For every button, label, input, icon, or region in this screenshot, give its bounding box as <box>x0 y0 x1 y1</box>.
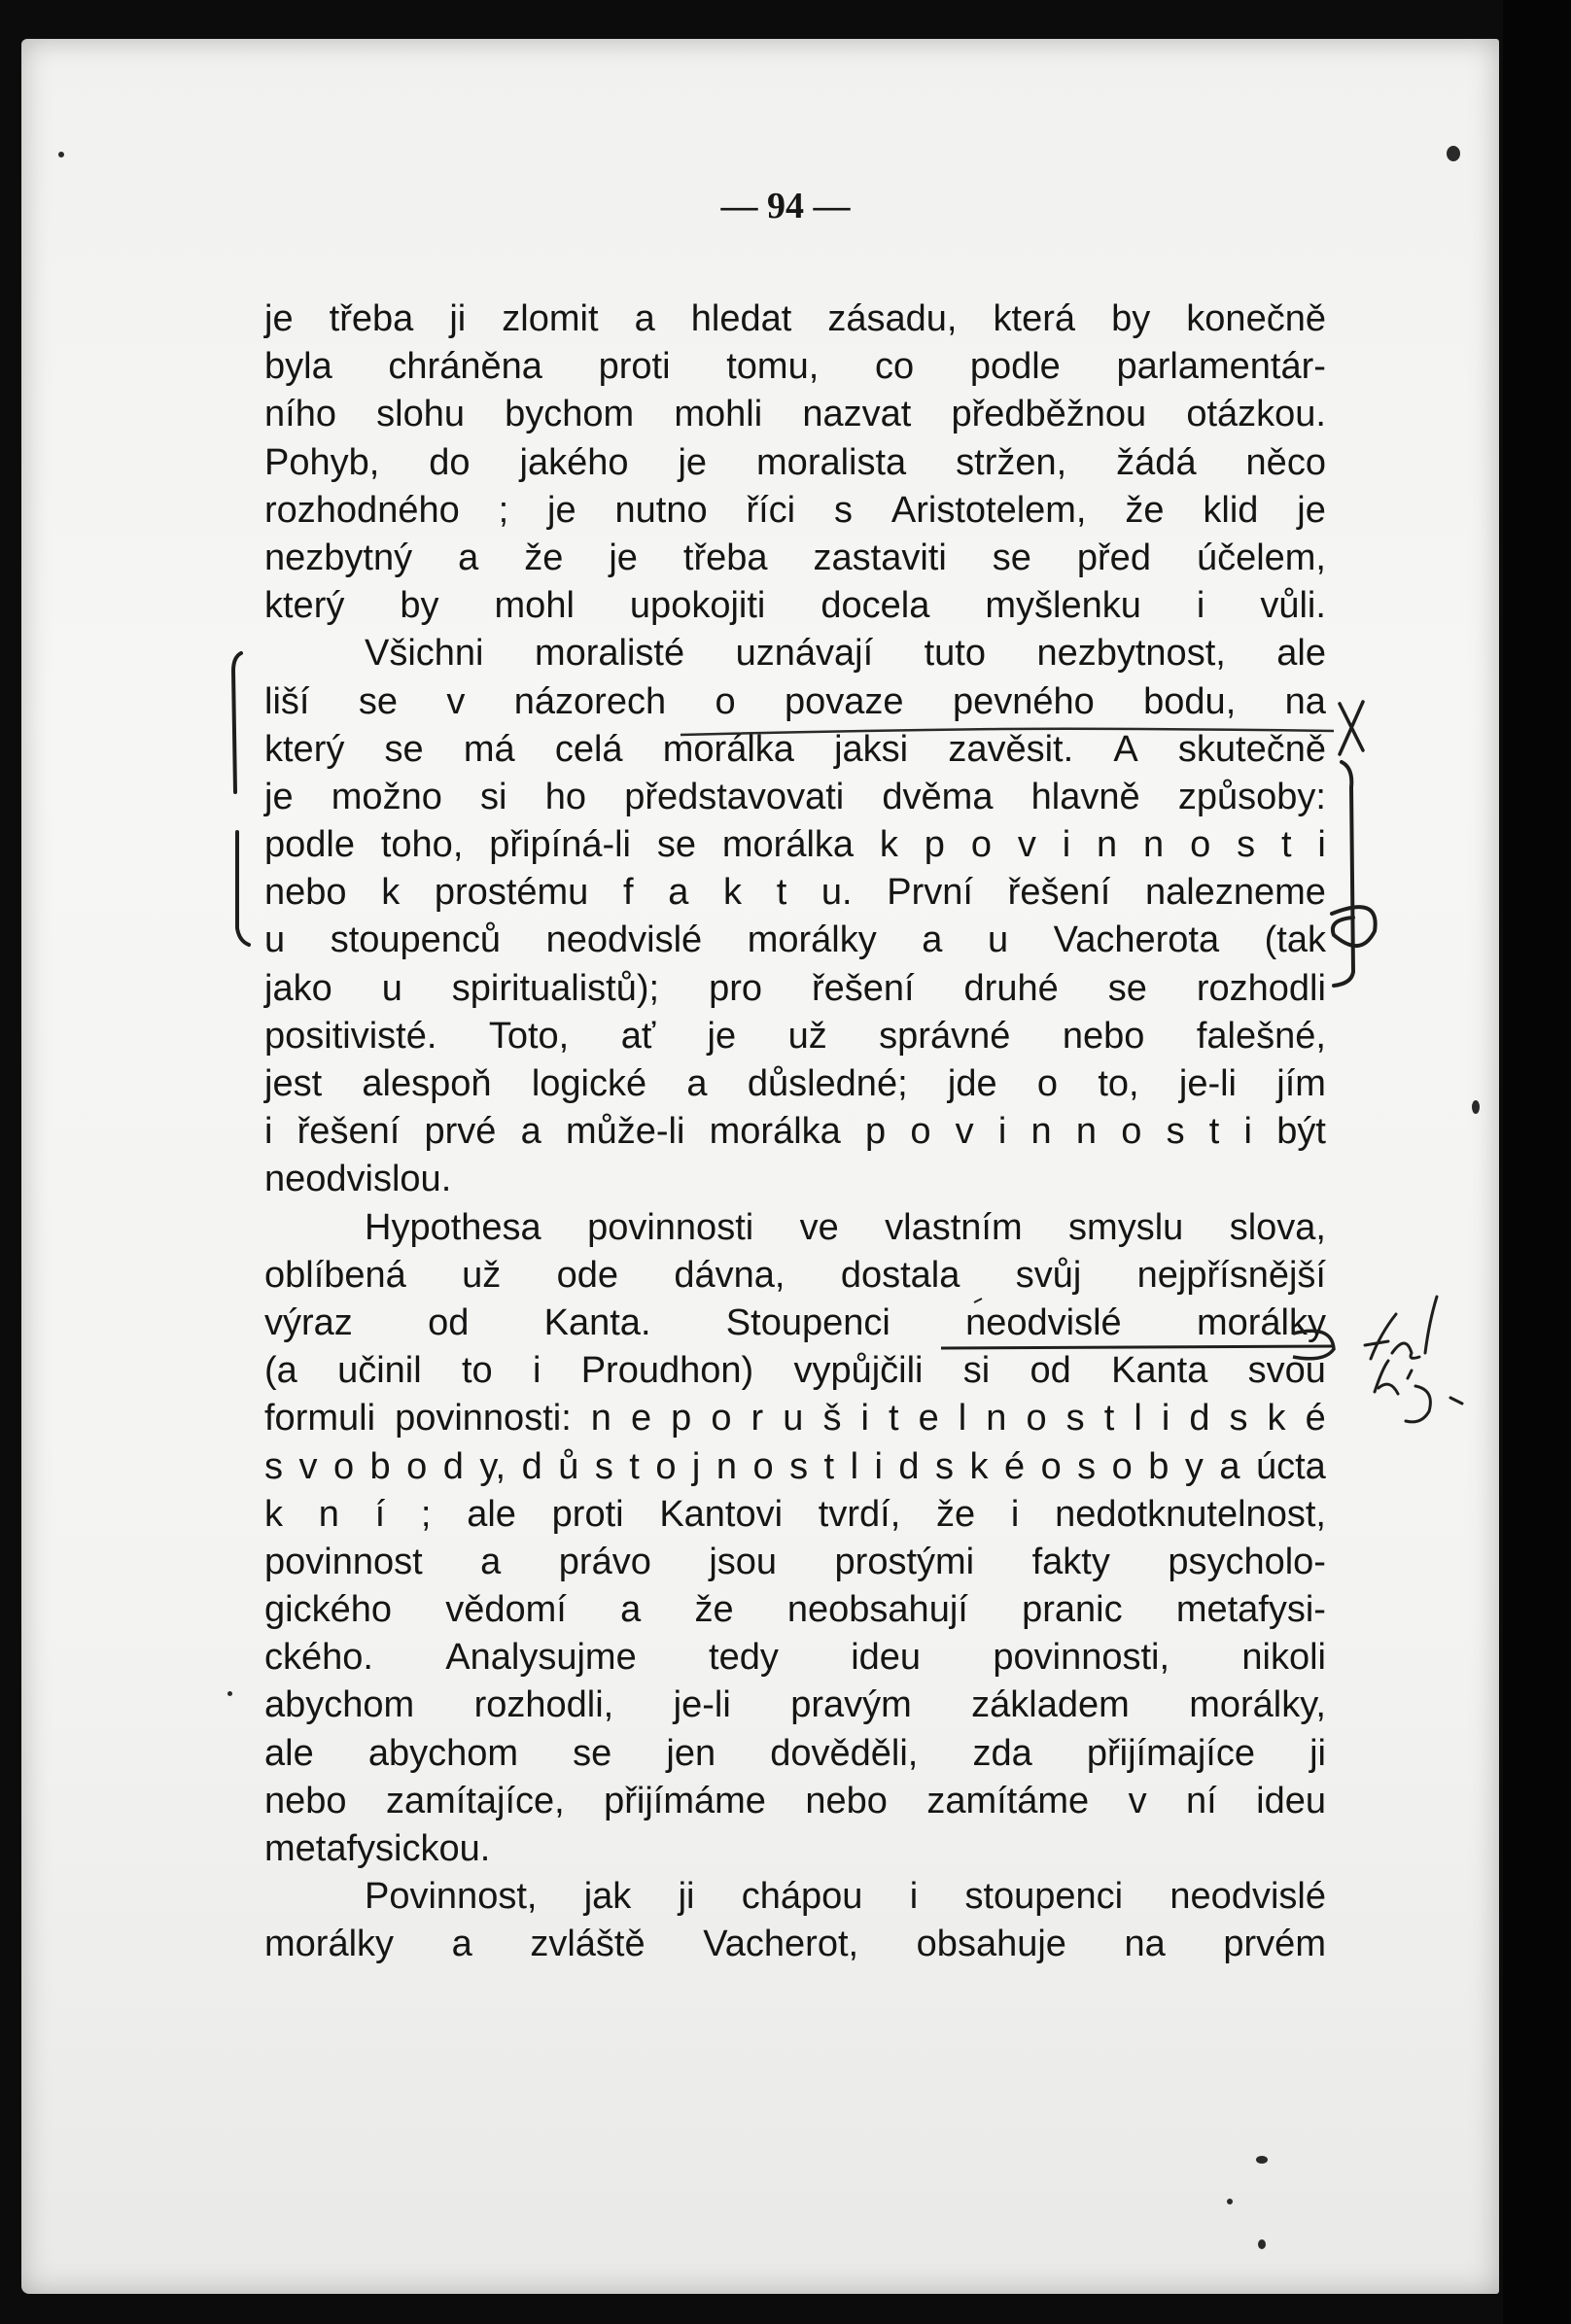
text-line: nebo k prostému f a k t u. První řešení nalezneme <box>264 872 1326 914</box>
scan-speck <box>1258 2239 1266 2249</box>
text-line: neodvislou. <box>264 1159 452 1200</box>
text-line: abychom rozhodli, je-li pravým základem morálky, <box>264 1684 1326 1726</box>
text-line: nezbytný a že je třeba zastaviti se před účelem, <box>264 537 1326 578</box>
scan-edge-shadow <box>1503 0 1571 2324</box>
scan-speck <box>1472 1100 1480 1114</box>
text-line: povinnost a právo jsou prostými fakty psycholo- <box>264 1541 1326 1582</box>
text-line: i řešení prvé a může-li morálka p o v i n n o s t i být <box>264 1111 1326 1153</box>
text-line: oblíbená už ode dávna, dostala svůj nejpřísnější <box>264 1254 1326 1296</box>
text-line: liší se v názorech o povaze pevného bodu, na <box>264 680 1326 722</box>
scan-speck <box>1447 146 1460 161</box>
text-line: metafysickou. <box>264 1828 491 1869</box>
text-line: gického vědomí a že neobsahují pranic metafysi- <box>264 1589 1326 1631</box>
text-line: ního slohu bychom mohli nazvat předběžnou otázkou. <box>264 394 1326 435</box>
text-line: positivisté. Toto, ať je už správné nebo falešné, <box>264 1015 1326 1057</box>
text-line: ckého. Analysujme tedy ideu povinnosti, nikoli <box>264 1637 1326 1679</box>
text-line: je třeba ji zlomit a hledat zásadu, která by konečně <box>264 298 1326 339</box>
text-line: byla chráněna proti tomu, co podle parlamentár- <box>264 346 1326 388</box>
text-line: k n í ; ale proti Kantovi tvrdí, že i nedotknutelnost, <box>264 1493 1326 1535</box>
text-line: který by mohl upokojiti docela myšlenku i vůli. <box>264 585 1326 627</box>
text-line: výraz od Kanta. Stoupenci neodvislé morálky <box>264 1301 1326 1343</box>
text-line: rozhodného ; je nutno říci s Aristotelem, že klid je <box>264 489 1326 531</box>
text-line: Pohyb, do jakého je moralista stržen, žádá něco <box>264 441 1326 483</box>
scan-speck <box>227 1691 232 1696</box>
text-line: nebo zamítajíce, přijímáme nebo zamítáme v ní ideu <box>264 1780 1326 1821</box>
text-line: morálky a zvláště Vacherot, obsahuje na prvém <box>264 1924 1326 1965</box>
body-text <box>264 295 1326 1969</box>
text-line: jest alespoň logické a důsledné; jde o to, je-li jím <box>264 1063 1326 1104</box>
scan-speck <box>58 152 64 157</box>
text-line: Povinnost, jak ji chápou i stoupenci neodvislé <box>365 1876 1326 1918</box>
text-line: u stoupenců neodvislé morálky a u Vacherota (tak <box>264 919 1326 961</box>
text-line: (a učinil to i Proudhon) vypůjčili si od Kanta svou <box>264 1350 1326 1392</box>
text-line: podle toho, připíná-li se morálka k p o v i n n o s t i <box>264 824 1326 866</box>
scan-speck <box>1227 2199 1233 2204</box>
text-line: je možno si ho představovati dvěma hlavně způsoby: <box>264 776 1326 817</box>
text-line: Hypothesa povinnosti ve vlastním smyslu slova, <box>365 1206 1326 1248</box>
text-line: s v o b o d y, d ů s t o j n o s t l i d s k é o s o b y a úcta <box>264 1445 1326 1487</box>
text-line: formuli povinnosti: n e p o r u š i t e l n o s t l i d s k é <box>264 1398 1326 1439</box>
text-line: jako u spiritualistů); pro řešení druhé se rozhodli <box>264 967 1326 1009</box>
text-line: který se má celá morálka jaksi zavěsit. A skutečně <box>264 728 1326 770</box>
page-number: — 94 — <box>720 186 851 226</box>
text-line: Všichni moralisté uznávají tuto nezbytnost, ale <box>365 633 1326 675</box>
scan-speck <box>1256 2156 1268 2164</box>
text-line: ale abychom se jen dověděli, zda přijímajíce ji <box>264 1732 1326 1774</box>
